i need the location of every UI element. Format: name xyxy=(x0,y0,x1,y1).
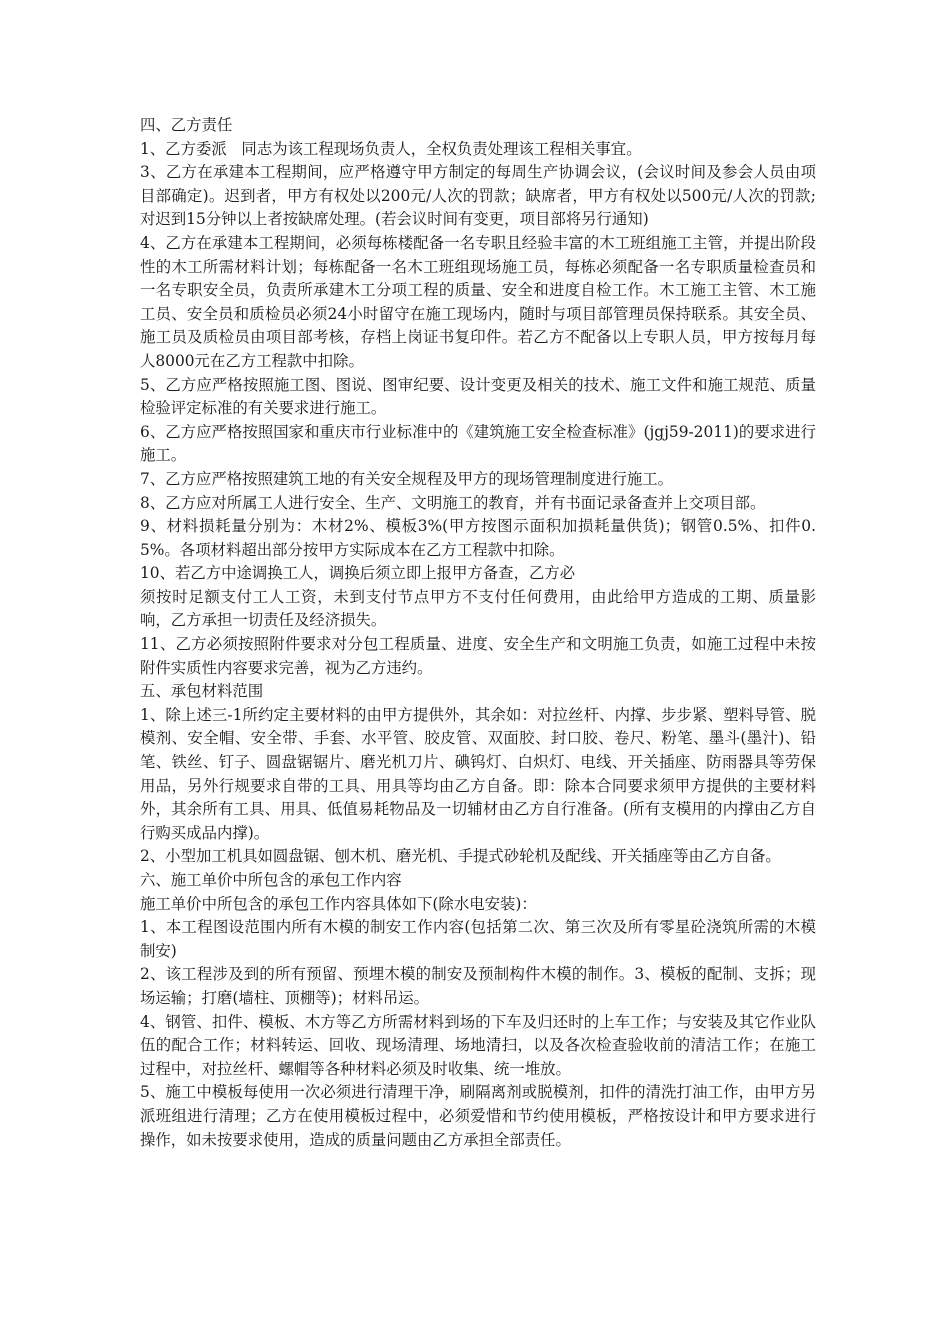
paragraph-work-5: 5、施工中模板每使用一次必须进行清理干净，刷隔离剂或脱模剂，扣件的清洗打油工作，由甲方另派班组进行清理；乙方在使用模板过程中，必须爱惜和节约使用模板，严格按设计和甲方要求进行操作，如未按要求使用，造成的质量问题由乙方承担全部责任。 xyxy=(140,1083,816,1149)
paragraph-attachment: 11、乙方必须按照附件要求对分包工程质量、进度、安全生产和文明施工负责，如施工过程中未按附件实质性内容要求完善，视为乙方违约。 xyxy=(140,635,816,677)
paragraph-work-4: 4、钢管、扣件、模板、木方等乙方所需材料到场的下车及归还时的上车工作；与安装及其它作业队伍的配合工作；材料转运、回收、现场清理、场地清扫，以及各次检查验收前的清洁工作；在施工过程中，对拉丝杆、螺帽等各种材料必须及时收集、统一堆放。 xyxy=(140,1012,816,1078)
paragraph-site-manager: 1、乙方委派 同志为该工程现场负责人，全权负责处理该工程相关事宜。 xyxy=(140,139,642,158)
paragraph-workers-a: 10、若乙方中途调换工人，调换后须立即上报甲方备查，乙方必 xyxy=(140,564,576,583)
document-page xyxy=(140,114,816,1152)
paragraph-work-intro: 施工单价中所包含的承包工作内容具体如下(除水电安装)： xyxy=(140,894,537,913)
paragraph-drawings: 5、乙方应严格按照施工图、图说、图审纪要、设计变更及相关的技术、施工文件和施工规范、质量检验评定标准的有关要求进行施工。 xyxy=(140,375,816,418)
section-heading-4: 四、乙方责任 xyxy=(140,116,233,134)
paragraph-safety-standard: 6、乙方应严格按照国家和重庆市行业标准中的《建筑施工安全检查标准》(jgj59-2011)的要求进行施工。 xyxy=(140,422,816,465)
paragraph-education: 8、乙方应对所属工人进行安全、生产、文明施工的教育，并有书面记录备查并上交项目部。 xyxy=(140,493,766,512)
paragraph-site-rules: 7、乙方应严格按照建筑工地的有关安全规程及甲方的现场管理制度进行施工。 xyxy=(140,469,674,488)
paragraph-small-tools: 2、小型加工机具如圆盘锯、刨木机、磨光机、手提式砂轮机及配线、开关插座等由乙方自备。 xyxy=(140,847,781,866)
section-heading-6: 六、施工单价中所包含的承包工作内容 xyxy=(140,871,402,889)
paragraph-material-loss: 9、材料损耗量分别为：木材2%、模板3%(甲方按图示面积加损耗量供货)；钢管0.5%、扣件0.5%。各项材料超出部分按甲方实际成本在乙方工程款中扣除。 xyxy=(140,517,816,559)
paragraph-work-2-3: 2、该工程涉及到的所有预留、预埋木模的制安及预制构件木模的制作。3、模板的配制、支拆；现场运输；打磨(墙柱、顶棚等)；材料吊运。 xyxy=(140,965,816,1007)
paragraph-meeting: 3、乙方在承建本工程期间，应严格遵守甲方制定的每周生产协调会议，(会议时间及参会人员由项目部确定)。迟到者，甲方有权处以200元/人次的罚款；缺席者，甲方有权处以500元/人次的罚款;对迟到15分钟以上者按缺席处理。(若会议时间有变更，项目部将另行通知) xyxy=(140,163,816,229)
paragraph-materials-scope: 1、除上述三-1所约定主要材料的由甲方提供外，其余如：对拉丝杆、内撑、步步紧、塑料导管、脱模剂、安全帽、安全带、手套、水平管、胶皮管、双面胶、封口胶、卷尺、粉笔、墨斗(墨汁)、铅笔、铁丝、钉子、圆盘锯锯片、磨光机刀片、碘钨灯、白炽灯、电线、开关插座、防雨器具等劳保用品，另外行规要求自带的工具、用具等均由乙方自备。即：除本合同要求须甲方提供的主要材料外，其余所有工具、用具、低值易耗物品及一切辅材由乙方自行准备。(所有支模用的内撑由乙方自行购买成品内撑)。 xyxy=(140,705,816,842)
paragraph-workers-b: 须按时足额支付工人工资，未到支付节点甲方不支付任何费用，由此给甲方造成的工期、质量影响，乙方承担一切责任及经济损失。 xyxy=(140,587,816,630)
section-heading-5: 五、承包材料范围 xyxy=(140,682,264,701)
paragraph-work-1: 1、本工程图设范围内所有木模的制安工作内容(包括第二次、第三次及所有零星砼浇筑所需的木模制安) xyxy=(140,918,816,960)
paragraph-staffing: 4、乙方在承建本工程期间，必须每栋楼配备一名专职且经验丰富的木工班组施工主管，并提出阶段性的木工所需材料计划；每栋配备一名木工班组现场施工员，每栋必须配备一名专职质量检查员和一名专职安全员，负责所承建木工分项工程的质量、安全和进度自检工作。木工施工主管、木工施工员、安全员和质检员必须24小时留守在施工现场内，随时与项目部管理员保持联系。其安全员、施工员及质检员由项目部考核，存档上岗证书复印件。若乙方不配备以上专职人员，甲方按每月每人8000元在乙方工程款中扣除。 xyxy=(140,233,816,370)
